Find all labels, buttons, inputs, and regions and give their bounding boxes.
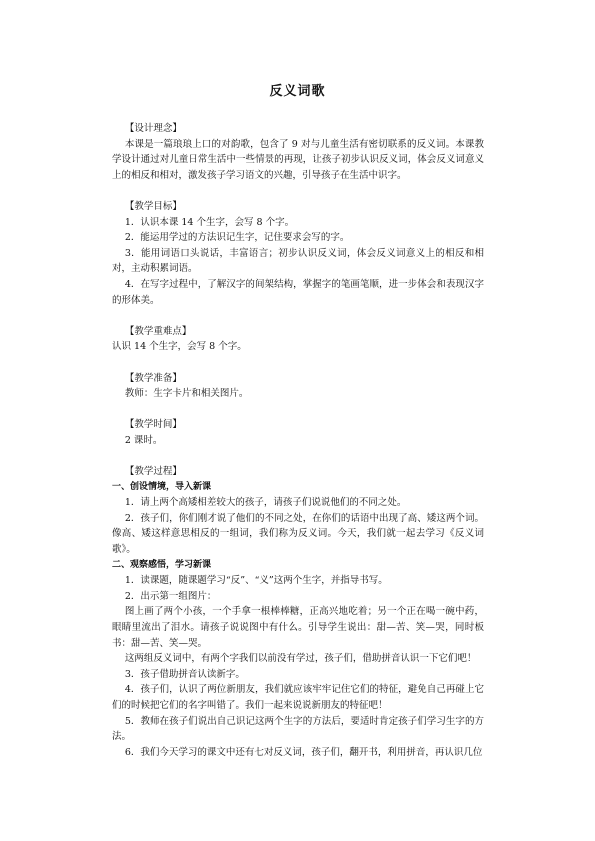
section-heading-goals: 【教学目标】 — [124, 200, 182, 212]
prep-text: 教师：生字卡片和相关图片。 — [124, 388, 249, 400]
process-item: 6．我们今天学习的课文中还有七对反义词，孩子们，翻开书，利用拼音，再认识几位 — [124, 746, 483, 758]
process-item: 3．孩子借助拼音认读新字。 — [124, 668, 245, 680]
design-paragraph: 本课是一篇琅琅上口的对韵歌，包含了 9 对与儿童生活有密切联系的反义词。本课教学设计通过对儿童日常生活中一些情景的再现，让孩子初步认识反义词，体会反义词意义上的相反和相对，激发孩子学习语文的兴趣，引导孩子在生活中识字。 — [112, 138, 484, 181]
process-item: 2．孩子们，你们刚才说了他们的不同之处，在你们的话语中出现了高、矮这两个词。像高、矮这样意思相反的一组词，我们称为反义词。今天，我们就一起去学习《反义词歌》。 — [112, 512, 484, 556]
keypoints-text: 认识 14 个生字，会写 8 个字。 — [112, 341, 247, 353]
document-title: 反义词歌 — [269, 84, 326, 99]
process-item: 1．请上两个高矮相差较大的孩子，请孩子们说说他们的不同之处。 — [124, 497, 407, 509]
section-heading-prep: 【教学准备】 — [124, 372, 182, 384]
time-text: 2 课时。 — [124, 434, 163, 446]
goal-item: 1．认识本课 14 个生字，会写 8 个字。 — [124, 216, 295, 228]
process-item: 2．出示第一组图片： — [124, 590, 217, 602]
document-body — [112, 121, 484, 760]
process-part1-title: 一、创设情境，导入新课 — [112, 481, 212, 492]
process-item: 这两组反义词中，有两个字我们以前没有学过，孩子们，借助拼音认识一下它们吧！ — [124, 653, 477, 665]
goal-item: 3．能用词语口头说话，丰富语言；初步认识反义词，体会反义词意义上的相反和相对，主动积累词语。 — [112, 247, 484, 275]
section-heading-time: 【教学时间】 — [124, 419, 182, 431]
goal-item: 2．能运用学过的方法识记生字，记住要求会写的字。 — [124, 232, 350, 244]
process-part2-title: 二、观察感悟，学习新课 — [112, 559, 212, 570]
section-heading-process: 【教学过程】 — [124, 466, 182, 478]
process-item: 1．读课题，随课题学习“反”、“义”这两个生字，并指导书写。 — [124, 575, 388, 587]
section-heading-design: 【设计理念】 — [124, 123, 182, 134]
process-item: 5．教师在孩子们说出自己识记这两个生字的方法后，要适时肯定孩子们学习生字的方法。 — [112, 715, 484, 743]
goal-item: 4．在写字过程中，了解汉字的间架结构，掌握字的笔画笔顺，进一步体会和表现汉字的形体美。 — [112, 278, 484, 306]
process-item: 4．孩子们，认识了两位新朋友，我们就应该牢牢记住它们的特征，避免自己再碰上它们的时候把它们的名字叫错了。我们一起来说说新朋友的特征吧！ — [112, 684, 484, 711]
process-item: 图上画了两个小孩，一个手拿一根棒棒糖，正高兴地吃着；另一个正在喝一碗中药，眼睛里流出了泪水。请孩子说说图中有什么。引导学生说出：甜—苦、笑—哭，同时板书：甜—苦、笑—哭。 — [112, 606, 484, 649]
section-heading-keypoints: 【教学重难点】 — [124, 325, 192, 337]
